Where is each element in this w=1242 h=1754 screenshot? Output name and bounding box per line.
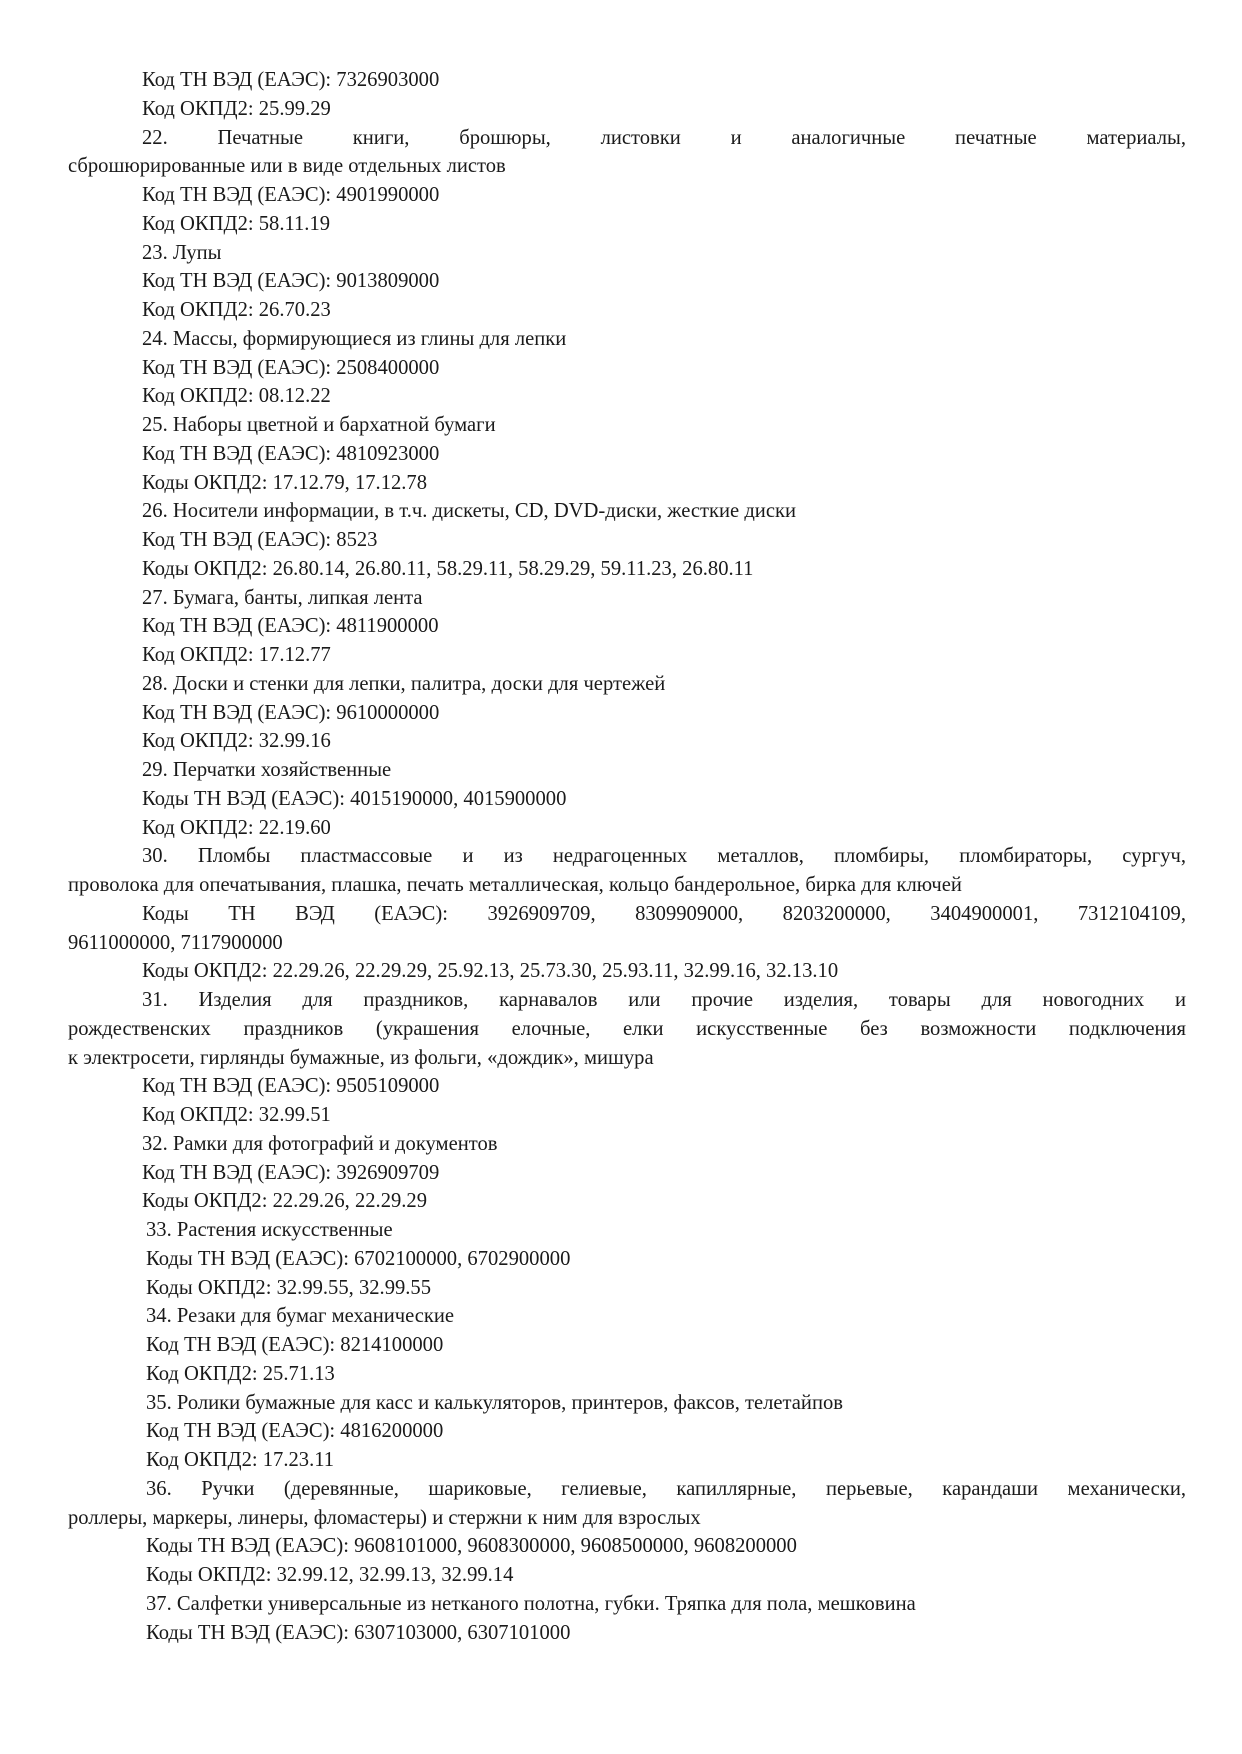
text-line: роллеры, маркеры, линеры, фломастеры) и стержни к ним для взрослых xyxy=(68,1506,701,1529)
list-item-heading: 24. Массы, формирующиеся из глины для лепки xyxy=(142,327,567,350)
text-line: Код ОКПД2: 08.12.22 xyxy=(142,385,331,408)
text-line: Код ТН ВЭД (ЕАЭС): 7326903000 xyxy=(142,69,440,91)
list-item-heading: 29. Перчатки хозяйственные xyxy=(142,759,392,781)
text-line: Коды ОКПД2: 32.99.12, 32.99.13, 32.99.14 xyxy=(146,1564,514,1586)
text-line: Код ТН ВЭД (ЕАЭС): 3926909709 xyxy=(142,1161,440,1184)
text-line: Код ОКПД2: 32.99.51 xyxy=(142,1104,331,1126)
text-line: Коды ОКПД2: 17.12.79, 17.12.78 xyxy=(142,471,428,494)
text-line: к электросети, гирлянды бумажные, из фольги, «дождик», мишура xyxy=(68,1046,654,1069)
text-line: Код ОКПД2: 32.99.16 xyxy=(142,730,331,753)
text-line: Коды ОКПД2: 26.80.14, 26.80.11, 58.29.11, 58.29.29, 59.11.23, 26.80.11 xyxy=(142,557,754,580)
text-line: Код ОКПД2: 58.11.19 xyxy=(142,212,331,235)
list-item-heading: 30. Пломбы пластмассовые и из недрагоценных металлов, пломбиры, пломбираторы, сургуч, xyxy=(142,845,1186,868)
text-line: Код ОКПД2: 17.12.77 xyxy=(142,644,331,666)
text-line: Код ТН ВЭД (ЕАЭС): 4901990000 xyxy=(142,184,440,206)
text-line: 9611000000, 7117900000 xyxy=(68,931,283,954)
text-line: Код ТН ВЭД (ЕАЭС): 8523 xyxy=(142,529,378,551)
text-line: Код ТН ВЭД (ЕАЭС): 4816200000 xyxy=(146,1420,444,1443)
text-line: Код ОКПД2: 25.71.13 xyxy=(146,1362,335,1385)
text-line: Коды ТН ВЭД (ЕАЭС): 6702100000, 6702900000 xyxy=(146,1247,571,1270)
document-page xyxy=(68,66,1186,1647)
list-item-heading: 25. Наборы цветной и бархатной бумаги xyxy=(142,414,496,436)
text-line: Код ОКПД2: 25.99.29 xyxy=(142,97,331,120)
list-item-heading: 26. Носители информации, в т.ч. дискеты, CD, DVD-диски, жесткие диски xyxy=(142,500,796,523)
list-item-heading: 32. Рамки для фотографий и документов xyxy=(142,1132,498,1155)
text-line: Код ТН ВЭД (ЕАЭС): 9610000000 xyxy=(142,701,440,724)
list-item-heading: 37. Салфетки универсальные из нетканого полотна, губки. Тряпка для пола, мешковина xyxy=(146,1592,916,1615)
text-line: Код ТН ВЭД (ЕАЭС): 9505109000 xyxy=(142,1075,440,1098)
text-line: Код ТН ВЭД (ЕАЭС): 4810923000 xyxy=(142,442,440,465)
text-line: Код ОКПД2: 26.70.23 xyxy=(142,299,331,321)
text-line: сброшюрированные или в виде отдельных листов xyxy=(68,155,506,178)
text-line: Коды ТН ВЭД (ЕАЭС): 6307103000, 6307101000 xyxy=(146,1621,571,1644)
list-item-heading: 23. Лупы xyxy=(142,241,222,264)
text-line: Код ТН ВЭД (ЕАЭС): 8214100000 xyxy=(146,1334,444,1356)
text-line: Коды ТН ВЭД (ЕАЭС): 4015190000, 4015900000 xyxy=(142,787,567,810)
text-line: Коды ОКПД2: 22.29.26, 22.29.29, 25.92.13, 25.73.30, 25.93.11, 32.99.16, 32.13.10 xyxy=(142,960,839,983)
list-item-heading: 31. Изделия для праздников, карнавалов или прочие изделия, товары для новогодних и xyxy=(142,989,1186,1011)
text-line: Коды ОКПД2: 32.99.55, 32.99.55 xyxy=(146,1276,432,1299)
text-line: Коды ОКПД2: 22.29.26, 22.29.29 xyxy=(142,1190,428,1213)
list-item-heading: 22. Печатные книги, брошюры, листовки и аналогичные печатные материалы, xyxy=(142,126,1186,149)
list-item-heading: 36. Ручки (деревянные, шариковые, гелиевые, капиллярные, перьевые, карандаши механически, xyxy=(146,1477,1186,1500)
list-item-heading: 28. Доски и стенки для лепки, палитра, доски для чертежей xyxy=(142,672,666,695)
text-line: Код ТН ВЭД (ЕАЭС): 4811900000 xyxy=(142,615,439,638)
list-item-heading: 27. Бумага, банты, липкая лента xyxy=(142,586,423,609)
text-line: Код ТН ВЭД (ЕАЭС): 2508400000 xyxy=(142,356,440,379)
list-item-heading: 35. Ролики бумажные для касс и калькуляторов, принтеров, факсов, телетайпов xyxy=(146,1391,843,1414)
text-line: Код ОКПД2: 22.19.60 xyxy=(142,816,331,839)
text-line: Код ОКПД2: 17.23.11 xyxy=(146,1449,335,1471)
text-line: Коды ТН ВЭД (ЕАЭС): 9608101000, 9608300000, 9608500000, 9608200000 xyxy=(146,1535,797,1558)
text-line: Код ТН ВЭД (ЕАЭС): 9013809000 xyxy=(142,270,440,293)
text-line: Коды ТН ВЭД (ЕАЭС): 3926909709, 8309909000, 8203200000, 3404900001, 7312104109, xyxy=(142,902,1186,925)
text-line: рождественских праздников (украшения елочные, елки искусственные без возможности подключения xyxy=(68,1017,1186,1040)
text-line: проволока для опечатывания, плашка, печать металлическая, кольцо бандерольное, бирка для ключей xyxy=(68,874,962,896)
list-item-heading: 34. Резаки для бумаг механические xyxy=(146,1305,455,1328)
list-item-heading: 33. Растения искусственные xyxy=(146,1219,393,1241)
